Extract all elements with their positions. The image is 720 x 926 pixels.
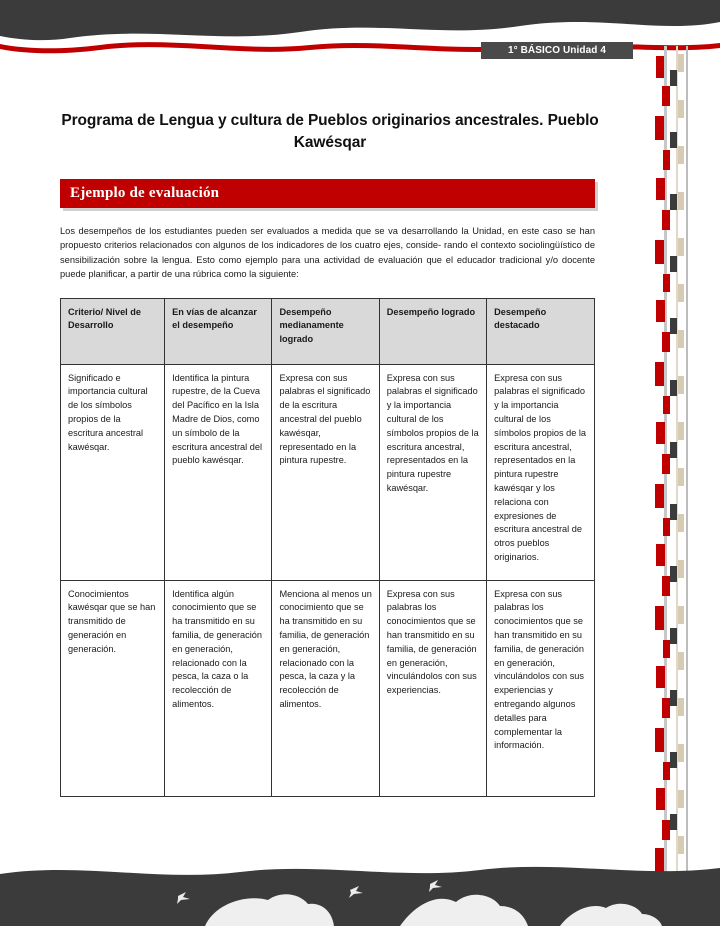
rubric-table-body	[61, 364, 595, 796]
table-row	[61, 580, 595, 796]
table-cell: Menciona al menos un conocimiento que se ha transmitido en su familia, de generación en generación, relacionado con la pesca, la caza y la recolección de alimentos.	[272, 580, 379, 796]
right-decorative-strip	[646, 46, 720, 881]
top-decorative-band	[0, 0, 720, 72]
page-title: Programa de Lengua y cultura de Pueblos originarios ancestrales. Pueblo Kawésqar	[61, 112, 599, 152]
rubric-table	[60, 298, 595, 797]
rubric-table-head	[61, 298, 595, 364]
table-row	[61, 364, 595, 580]
column-header-criterio: Criterio/ Nivel de Desarrollo	[61, 298, 165, 364]
column-header-medianamente-logrado: Desempeño medianamente logrado	[272, 298, 379, 364]
table-cell: Expresa con sus palabras el significado y la importancia cultural de los símbolos propios de la escritura ancestral, representados en la pintura rupestre kawésqar.	[379, 364, 486, 580]
document-content	[60, 110, 600, 797]
table-header-row	[61, 298, 595, 364]
column-header-logrado: Desempeño logrado	[379, 298, 486, 364]
table-cell: Expresa con sus palabras los conocimientos que se han transmitido en su familia, de generación en generación, vinculándolos con sus experiencias.	[379, 580, 486, 796]
table-cell: Expresa con sus palabras los conocimientos que se han transmitido en su familia, de generación en generación, vinculándolos con sus experiencias y entregando algunos detalles para complementar la información.	[487, 580, 595, 796]
column-header-destacado: Desempeño destacado	[487, 298, 595, 364]
section-heading-label: Ejemplo de evaluación	[70, 184, 220, 201]
column-header-en-vias: En vías de alcanzar el desempeño	[165, 298, 272, 364]
table-cell: Conocimientos kawésqar que se han transmitido de generación en generación.	[61, 580, 165, 796]
section-heading-bar	[60, 179, 595, 208]
table-cell: Identifica la pintura rupestre, de la Cueva del Pacífico en la Isla Madre de Dios, como un símbolo de la escritura ancestral del pueblo kawésqar.	[165, 364, 272, 580]
unit-badge: 1° BÁSICO Unidad 4	[481, 42, 633, 59]
table-cell: Significado e importancia cultural de los símbolos propios de la escritura ancestral kawésqar.	[61, 364, 165, 580]
bottom-decorative-band	[0, 856, 720, 926]
intro-paragraph: Los desempeños de los estudiantes pueden ser evaluados a medida que se va desarrollando la Unidad, en este caso se han propuesto criterios relacionados con algunos de los indicadores de los cuatro ejes, conside- rando el contexto sociolingüístico de sensibilización sobre la lengua. Esto como ejemplo para una actividad de evaluación que el educador tradicional y/o docente puede planificar, a partir de una rúbrica como la siguiente:	[60, 225, 595, 280]
table-cell: Identifica algún conocimiento que se ha transmitido en su familia, de generación en generación, relacionado con la pesca, la caza o la recolección de alimentos.	[165, 580, 272, 796]
table-cell: Expresa con sus palabras el significado de la escritura ancestral del pueblo kawésqar, representado en la pintura rupestre.	[272, 364, 379, 580]
table-cell: Expresa con sus palabras el significado y la importancia cultural de los símbolos propios de la escritura ancestral, representados en la pintura rupestre kawésqar y los relaciona con expresiones de escritura ancestral de otros pueblos originarios.	[487, 364, 595, 580]
